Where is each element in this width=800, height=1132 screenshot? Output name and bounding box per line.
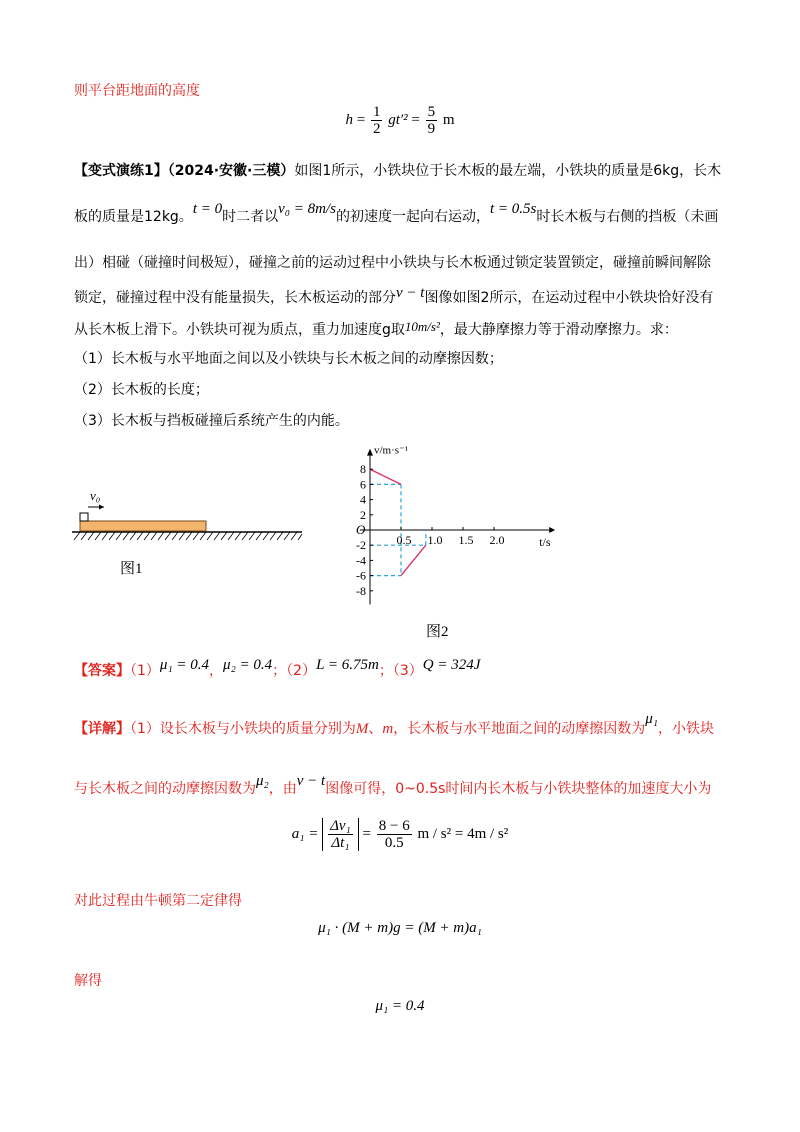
figure-1-caption: 图1	[120, 561, 143, 577]
answer-tag: 【答案】	[74, 663, 130, 679]
problem-text: 图像如图2所示，在运动过程中小铁块恰好没有	[424, 290, 714, 306]
problem-tag: 【变式演练1】	[74, 163, 168, 179]
x-tick-label: 2.0	[489, 533, 505, 547]
solution-text: ，长木板与水平地面之间的动摩擦因数为	[393, 721, 646, 737]
solution-text: ，由	[268, 781, 297, 797]
y-tick-label: -8	[356, 583, 366, 598]
problem-text: 锁定，碰撞过程中没有能量损失，长木板运动的部分	[74, 290, 396, 306]
formula-mid: gt′²	[388, 111, 408, 128]
math-mu2: μ₂	[256, 773, 269, 789]
solution-line-1	[74, 711, 714, 738]
problem-text: 时长木板与右侧的挡板（未画	[536, 209, 719, 225]
height-formula: h = $\frac{1}{2}$ gt′² = $\frac{5}{9}$ m	[345, 104, 455, 137]
question-1: （1）长木板与水平地面之间以及小铁块与长木板之间的动摩擦因数；	[74, 351, 503, 367]
answer-sep: ，	[209, 663, 224, 679]
problem-text: 时二者以	[222, 209, 279, 225]
answer-length: L = 6.75m	[316, 657, 379, 673]
problem-line-2	[74, 201, 719, 226]
x-axis-label: t/s	[539, 535, 551, 549]
problem-line-4	[74, 287, 713, 307]
newton-equation: μ₁ · (M + m)g = (M + m)a₁	[318, 920, 482, 936]
solve-line: 解得	[74, 973, 102, 989]
math-g: 10m/s²	[404, 319, 440, 334]
answer-part: （1）	[130, 663, 160, 679]
question-3: （3）长木板与挡板碰撞后系统产生的内能。	[74, 413, 349, 429]
y-tick-label: 8	[360, 462, 366, 477]
math-v0: v₀ = 8m/s	[278, 201, 336, 217]
answer-line	[74, 657, 481, 680]
math-vt: v − t	[296, 773, 326, 789]
answer-sep: ；（2）	[272, 663, 317, 679]
math-t: t = 0.5s	[489, 201, 537, 217]
y-axis-arrowhead-icon	[367, 449, 373, 456]
y-axis-label: v/m·s⁻¹	[374, 444, 409, 457]
solution-text: 图像可得，0~0.5s时间内长木板与小铁块整体的加速度大小为	[325, 781, 712, 797]
solution-text: （1）设长木板与小铁块的质量分别为	[130, 721, 356, 737]
series-line	[401, 545, 426, 575]
v0-label: v₀	[90, 488, 101, 503]
y-tick-label: 2	[360, 507, 366, 522]
eq-result: m / s² = 4m / s²	[417, 825, 509, 842]
formula-unit: m	[442, 111, 455, 128]
eq-lhs: a₁ =	[291, 825, 319, 842]
y-tick-label: -2	[356, 538, 366, 553]
problem-text: 从长木板上滑下。小铁块可视为质点，重力加速度g取	[74, 322, 405, 338]
figure-1-diagram	[70, 480, 310, 540]
solution-tag: 【详解】	[74, 721, 130, 737]
problem-line-5	[74, 319, 678, 339]
figure-2-caption: 图2	[426, 624, 449, 640]
x-tick-label: 1.5	[458, 533, 474, 547]
problem-text: 如图1所示，小铁块位于长木板的最左端，小铁块的质量是6kg，长木	[294, 163, 722, 179]
y-tick-label: -4	[356, 553, 366, 568]
math-M: M	[355, 721, 369, 737]
eq-equals: =	[362, 825, 371, 842]
x-tick-label: 1.0	[427, 533, 443, 547]
answer-mu1: μ₁ = 0.4	[159, 657, 210, 673]
newton-law-line: 对此过程由牛顿第二定律得	[74, 893, 242, 909]
long-board	[80, 521, 206, 531]
problem-text: ，最大静摩擦力等于滑动摩擦力。求：	[439, 322, 678, 338]
iron-block	[80, 513, 88, 521]
formula-lhs: h	[345, 111, 353, 128]
math-m: m	[382, 721, 394, 737]
answer-energy: Q = 324J	[422, 657, 481, 673]
problem-line-1	[74, 160, 721, 180]
solution-text: 与长木板之间的动摩擦因数为	[74, 781, 256, 797]
half-fraction: $\frac{1}{2}$	[372, 104, 381, 137]
solution-text: 、	[368, 721, 383, 737]
abs-fraction: $\frac{\text{Δv₁}}{\text{Δt₁}}$	[322, 818, 359, 851]
mu1-result: μ₁ = 0.4	[375, 998, 425, 1014]
ground-hatching	[74, 532, 302, 540]
origin-label: O	[356, 522, 366, 537]
arrowhead-icon	[99, 505, 104, 510]
height-intro-line: 则平台距地面的高度	[74, 83, 200, 99]
solution-text: ，小铁块	[658, 721, 714, 737]
x-axis-arrowhead-icon	[549, 527, 555, 533]
problem-line-3: 出）相碰（碰撞时间极短），碰撞之前的运动过程中小铁块与长木板通过锁定装置锁定，碰撞前瞬间解除	[74, 255, 711, 271]
question-2: （2）长木板的长度；	[74, 382, 209, 398]
y-tick-label: 4	[360, 492, 366, 507]
math-t0: t = 0	[192, 201, 223, 217]
figure-2-vt-chart	[330, 438, 551, 618]
answer-mu2: μ₂ = 0.4	[223, 657, 273, 673]
x-tick-label: 0.5	[396, 533, 412, 547]
value-fraction: $\frac{8 - 6}{0.5}$	[378, 818, 410, 851]
math-mu1: μ₁	[645, 711, 658, 727]
math-vt: v − t	[396, 285, 425, 301]
y-tick-label: 6	[360, 477, 366, 492]
acceleration-equation	[0, 818, 800, 851]
problem-text: 板的质量是12kg。	[74, 209, 193, 225]
answer-sep: ；（3）	[378, 663, 423, 679]
problem-source: （2024·安徽·三模）	[167, 163, 295, 179]
problem-text: 的初速度一起向右运动，	[335, 209, 490, 225]
y-tick-label: -6	[356, 568, 366, 583]
series-line	[370, 469, 401, 484]
solution-line-2	[74, 773, 712, 798]
result-fraction: $\frac{5}{9}$	[427, 104, 436, 137]
